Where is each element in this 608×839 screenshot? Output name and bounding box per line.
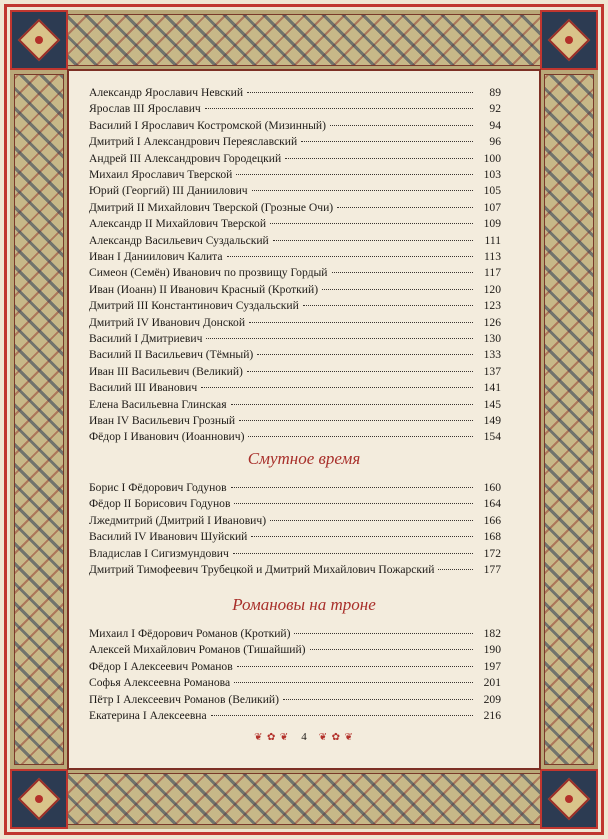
dot-leader bbox=[231, 404, 473, 405]
toc-entry-page: 133 bbox=[483, 348, 501, 362]
dot-leader bbox=[227, 256, 473, 257]
toc-entry bbox=[89, 563, 501, 581]
toc-entry bbox=[89, 676, 501, 694]
toc-entry-title: Иван I Даниилович Калита bbox=[89, 250, 223, 263]
toc-entry bbox=[89, 530, 501, 548]
toc-entry bbox=[89, 152, 501, 170]
floral-ornament-icon: ❦ ✿ ❦ bbox=[254, 731, 290, 743]
toc-entry bbox=[89, 332, 501, 350]
dot-leader bbox=[211, 715, 473, 716]
toc-entry bbox=[89, 514, 501, 532]
corner-rosette-icon bbox=[540, 10, 598, 70]
toc-entry-title: Иван (Иоанн) II Иванович Красный (Кроткий) bbox=[89, 282, 319, 296]
dot-leader bbox=[205, 108, 473, 109]
toc-entry-page: 190 bbox=[483, 643, 501, 657]
toc-entry-page: 107 bbox=[483, 200, 501, 214]
dot-leader bbox=[438, 569, 473, 570]
page-footer bbox=[69, 729, 539, 745]
toc-entry bbox=[89, 102, 501, 120]
dot-leader bbox=[337, 207, 473, 208]
toc-entry-title: Дмитрий IV Иванович Донской bbox=[89, 315, 246, 329]
dot-leader bbox=[247, 92, 473, 93]
ornament-band-right bbox=[540, 70, 598, 769]
toc-entry bbox=[89, 547, 501, 565]
toc-entry-title: Елена Васильевна Глинская bbox=[89, 397, 227, 411]
ornament-band-bottom bbox=[10, 769, 598, 829]
toc-entry bbox=[89, 135, 501, 153]
toc-entry-title: Дмитрий III Константинович Суздальский bbox=[89, 299, 299, 313]
toc-entry bbox=[89, 627, 501, 645]
toc-entry bbox=[89, 365, 501, 383]
toc-entry bbox=[89, 414, 501, 432]
toc-entry-page: 141 bbox=[483, 381, 501, 395]
toc-entry-title: Дмитрий I Александрович Переяславский bbox=[89, 135, 298, 149]
dot-leader bbox=[273, 240, 473, 241]
toc-entry-title: Алексей Михайлович Романов (Тишайший) bbox=[89, 643, 306, 657]
ornament-band-top bbox=[10, 10, 598, 70]
toc-entry-title: Дмитрий Тимофеевич Трубецкой и Дмитрий Михайлович Пожарский bbox=[89, 563, 435, 576]
dot-leader bbox=[249, 322, 473, 323]
toc-entry-page: 94 bbox=[489, 118, 501, 132]
toc-entry-title: Василий I Ярославич Костромской (Мизинный) bbox=[89, 118, 326, 132]
dot-leader bbox=[234, 682, 473, 683]
toc-entry-title: Василий III Иванович bbox=[89, 381, 198, 395]
toc-entry-title: Иван IV Васильевич Грозный bbox=[89, 414, 236, 427]
dot-leader bbox=[247, 371, 473, 372]
toc-entry-title: Пётр I Алексеевич Романов (Великий) bbox=[89, 692, 279, 706]
toc-entry-title: Иван III Васильевич (Великий) bbox=[89, 364, 243, 378]
toc-entry bbox=[89, 217, 501, 235]
toc-entry-page: 113 bbox=[484, 250, 501, 263]
toc-entry bbox=[89, 234, 501, 252]
page-number: 4 bbox=[301, 731, 307, 743]
dot-leader bbox=[231, 487, 473, 488]
toc-entry-title: Александр II Михайлович Тверской bbox=[89, 217, 267, 231]
dot-leader bbox=[283, 699, 473, 700]
dot-leader bbox=[270, 520, 473, 521]
toc-entry-page: 149 bbox=[483, 414, 501, 427]
toc-entry-page: 137 bbox=[483, 364, 501, 378]
toc-entry-title: Лжедмитрий (Дмитрий I Иванович) bbox=[89, 513, 267, 527]
toc-entry-page: 145 bbox=[483, 397, 501, 411]
toc-entry-title: Василий I Дмитриевич bbox=[89, 332, 203, 345]
dot-leader bbox=[301, 141, 473, 142]
toc-entry-title: Юрий (Георгий) III Даниилович bbox=[89, 184, 248, 198]
dot-leader bbox=[237, 666, 473, 667]
toc-entry-page: 216 bbox=[483, 709, 501, 722]
dot-leader bbox=[322, 289, 473, 290]
toc-entry-page: 160 bbox=[483, 481, 501, 494]
toc-entry-title: Михаил I Фёдорович Романов (Кроткий) bbox=[89, 627, 291, 640]
toc-entry bbox=[89, 168, 501, 186]
dot-leader bbox=[206, 338, 473, 339]
toc-entry bbox=[89, 283, 501, 301]
toc-entry-page: 117 bbox=[484, 266, 501, 280]
dot-leader bbox=[248, 436, 473, 437]
toc-entry bbox=[89, 299, 501, 317]
toc-entry-title: Фёдор II Борисович Годунов bbox=[89, 497, 231, 511]
toc-entry-title: Фёдор I Иванович (Иоаннович) bbox=[89, 430, 245, 444]
dot-leader bbox=[251, 536, 473, 537]
dot-leader bbox=[257, 354, 473, 355]
toc-entry bbox=[89, 660, 501, 678]
toc-entry bbox=[89, 643, 501, 661]
dot-leader bbox=[236, 174, 473, 175]
floral-ornament-icon: ❦ ✿ ❦ bbox=[318, 731, 354, 743]
toc-entry bbox=[89, 119, 501, 137]
toc-entry bbox=[89, 398, 501, 416]
toc-entry-page: 120 bbox=[483, 282, 501, 296]
toc-entry-title: Дмитрий II Михайлович Тверской (Грозные Очи) bbox=[89, 200, 334, 214]
section-heading: Романовы на троне bbox=[232, 595, 376, 614]
toc-entry bbox=[89, 348, 501, 366]
toc-entry bbox=[89, 381, 501, 399]
toc-entry bbox=[89, 316, 501, 334]
toc-entry-title: Андрей III Александрович Городецкий bbox=[89, 151, 282, 165]
dot-leader bbox=[303, 305, 473, 306]
toc-entry-title: Фёдор I Алексеевич Романов bbox=[89, 659, 233, 673]
toc-entry bbox=[89, 250, 501, 268]
toc-entry bbox=[89, 430, 501, 448]
toc-entry-title: Екатерина I Алексеевна bbox=[89, 709, 207, 722]
toc-entry bbox=[89, 693, 501, 711]
section-heading: Смутное время bbox=[247, 449, 361, 468]
toc-entry-title: Борис I Фёдорович Годунов bbox=[89, 481, 227, 494]
dot-leader bbox=[234, 503, 473, 504]
toc-entry-page: 103 bbox=[483, 168, 501, 181]
toc-entry-page: 177 bbox=[483, 563, 501, 576]
toc-entry bbox=[89, 201, 501, 219]
toc-entry-page: 166 bbox=[483, 513, 501, 527]
toc-entry-page: 105 bbox=[483, 184, 501, 198]
toc-entry-page: 92 bbox=[489, 102, 501, 116]
toc-entry bbox=[89, 184, 501, 202]
dot-leader bbox=[270, 223, 473, 224]
ornament-band-left bbox=[10, 70, 68, 769]
toc-entry-page: 109 bbox=[483, 217, 501, 231]
toc-entry-title: Владислав I Сигизмундович bbox=[89, 546, 229, 560]
toc-entry-page: 168 bbox=[483, 530, 501, 544]
toc-entry-page: 182 bbox=[483, 627, 501, 640]
toc-entry-page: 130 bbox=[483, 332, 501, 345]
toc-entry-page: 96 bbox=[489, 135, 501, 149]
dot-leader bbox=[285, 158, 473, 159]
table-of-contents bbox=[69, 71, 539, 768]
toc-entry-page: 164 bbox=[483, 497, 501, 511]
toc-entry-title: Василий II Васильевич (Тёмный) bbox=[89, 348, 254, 362]
toc-entry-page: 111 bbox=[484, 233, 501, 247]
toc-entry bbox=[89, 266, 501, 284]
toc-entry-title: Михаил Ярославич Тверской bbox=[89, 168, 233, 181]
toc-entry-page: 197 bbox=[483, 659, 501, 673]
dot-leader bbox=[294, 633, 473, 634]
toc-entry-page: 154 bbox=[483, 430, 501, 444]
toc-entry-title: Александр Васильевич Суздальский bbox=[89, 233, 269, 247]
toc-entry-page: 209 bbox=[483, 692, 501, 706]
toc-entry-title: Василий IV Иванович Шуйский bbox=[89, 530, 248, 544]
dot-leader bbox=[233, 553, 473, 554]
dot-leader bbox=[239, 420, 473, 421]
dot-leader bbox=[201, 387, 473, 388]
dot-leader bbox=[330, 125, 473, 126]
corner-rosette-icon bbox=[10, 10, 68, 70]
toc-entry-page: 201 bbox=[483, 676, 501, 690]
corner-rosette-icon bbox=[540, 769, 598, 829]
toc-entry-page: 123 bbox=[483, 299, 501, 313]
toc-entry-title: Ярослав III Ярославич bbox=[89, 102, 201, 116]
dot-leader bbox=[252, 190, 473, 191]
toc-entry-page: 172 bbox=[483, 546, 501, 560]
toc-entry-page: 89 bbox=[489, 86, 501, 99]
toc-entry bbox=[89, 86, 501, 104]
toc-entry bbox=[89, 497, 501, 515]
toc-entry-title: Софья Алексеевна Романова bbox=[89, 676, 231, 690]
corner-rosette-icon bbox=[10, 769, 68, 829]
toc-entry-title: Симеон (Семён) Иванович по прозвищу Гордый bbox=[89, 266, 328, 280]
dot-leader bbox=[310, 649, 473, 650]
toc-entry-page: 100 bbox=[483, 151, 501, 165]
dot-leader bbox=[332, 272, 474, 273]
toc-entry bbox=[89, 709, 501, 727]
toc-entry bbox=[89, 481, 501, 499]
toc-entry-title: Александр Ярославич Невский bbox=[89, 86, 244, 99]
toc-entry-page: 126 bbox=[483, 315, 501, 329]
